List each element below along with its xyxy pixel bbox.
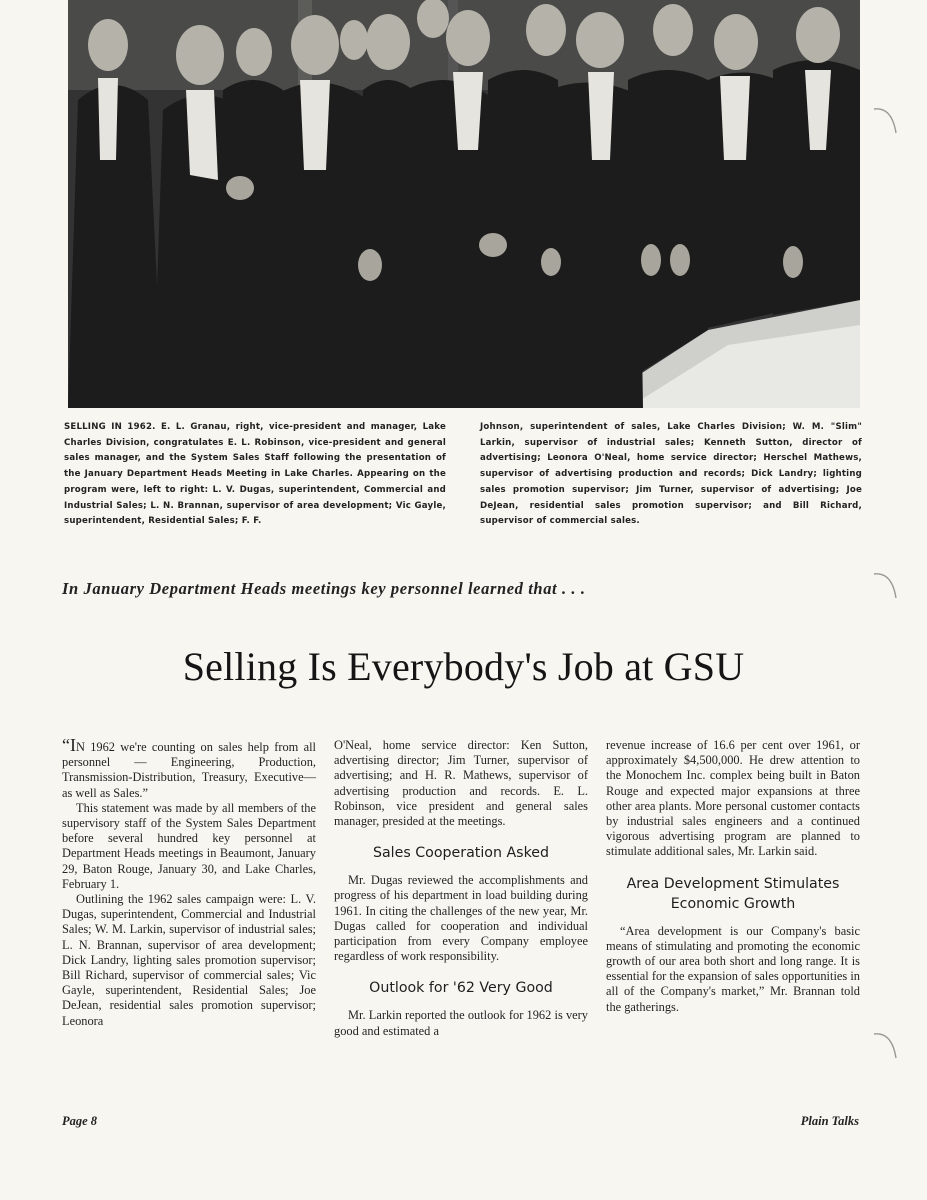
binder-hole-icon — [872, 570, 900, 600]
binder-hole-icon — [872, 105, 900, 135]
binder-hole-icon — [872, 1030, 900, 1060]
article-paragraph: Mr. Larkin reported the outlook for 1962 is very good and estimated a — [334, 1008, 588, 1038]
photo-caption-left: SELLING IN 1962. E. L. Granau, right, vice-president and manager, Lake Charles Division, congratulates E. L. Robinson, vice-president and general sales manager, and the System Sales Staff following the presentation of the January Department Heads Meeting in Lake Charles. Appearing on the program were, left to right: L. V. Dugas, superintendent, Commercial and Industrial Sales; L. N. Brannan, supervisor of area development; Vic Gayle, superintendent, Residential Sales; F. F. — [64, 422, 446, 527]
article-column-3 — [606, 738, 860, 1015]
photo-caption-right: Johnson, superintendent of sales, Lake Charles Division; W. M. "Slim" Larkin, supervisor of industrial sales; Kenneth Sutton, director of advertising; Leonora O'Neal, home service director; Herschel Mathews, supervisor of advertising production and records; Dick Landry; lighting sales promotion supervisor; Jim Turner, supervisor of advertising; Joe DeJean, residential sales promotion supervisor; and Bill Richard, supervisor of commercial sales. — [480, 422, 862, 527]
article-headline: Selling Is Everybody's Job at GSU — [182, 644, 745, 689]
article-paragraph: Outlining the 1962 sales campaign were: L. V. Dugas, superintendent, Commercial and Industrial Sales; W. M. Larkin, supervisor of industrial sales; L. N. Brannan, supervisor of area development; Dick Landry, lighting sales promotion supervisor; Bill Richard, supervisor of commercial sales; Vic Gayle, superintendent, Residential Sales; Joe DeJean, residential sales promotion supervisor; Leonora — [62, 892, 316, 1028]
article-column-1 — [62, 735, 316, 1029]
article-paragraph: Mr. Dugas reviewed the accomplishments and progress of his department in load building during 1961. In citing the challenges of the new year, Mr. Dugas called for cooperation and individual participation from every Company employee regardless of work responsibility. — [334, 873, 588, 964]
article-paragraph: “Area development is our Company's basic means of stimulating and promoting the economic growth of our area both short and long range. It is essential for the expansion of sales opportunities in all of the Company's market,” Mr. Brannan told the gatherings. — [606, 923, 860, 1014]
subhead-sales-cooperation: Sales Cooperation Asked — [372, 845, 550, 862]
article-paragraph — [62, 735, 316, 801]
article-kicker: In January Department Heads meetings key personnel learned that . . . — [62, 579, 586, 598]
drop-cap: “I — [62, 735, 76, 755]
group-photo-icon — [68, 0, 860, 408]
article-paragraph: revenue increase of 16.6 per cent over 1961, or approximately $4,500,000. He drew attention to the Monochem Inc. complex being built in Baton Rouge and expected major expansions at three other area plants. More personal customer contacts by industrial sales engineers and a continued vigorous advertising program are planned to stimulate additional sales, Mr. Larkin said. — [606, 738, 860, 859]
subhead-outlook: Outlook for '62 Very Good — [369, 980, 553, 997]
article-paragraph: O'Neal, home service director: Ken Sutton, advertising director; Jim Turner, supervisor of advertising; and H. R. Mathews, supervisor of advertising production and records. E. L. Robinson, vice president and general sales manager, presided at the meetings. — [334, 738, 588, 829]
group-photo — [68, 0, 860, 408]
paragraph-text: N 1962 we're counting on sales help from all personnel — Engineering, Production, Transmission-Distribution, Treasury, Executive—as well as Sales.” — [62, 740, 316, 800]
subhead-area-development: Area Development Stimulates Economic Growth — [626, 875, 840, 912]
article-paragraph: This statement was made by all members of the supervisory staff of the System Sales Department before several hundred key personnel at Department Heads meetings in Beaumont, January 29, Baton Rouge, January 30, and Lake Charles, February 1. — [62, 800, 316, 891]
article-column-2 — [334, 738, 588, 1039]
page-number: Page 8 — [62, 1114, 98, 1128]
publication-name: Plain Talks — [800, 1114, 859, 1128]
